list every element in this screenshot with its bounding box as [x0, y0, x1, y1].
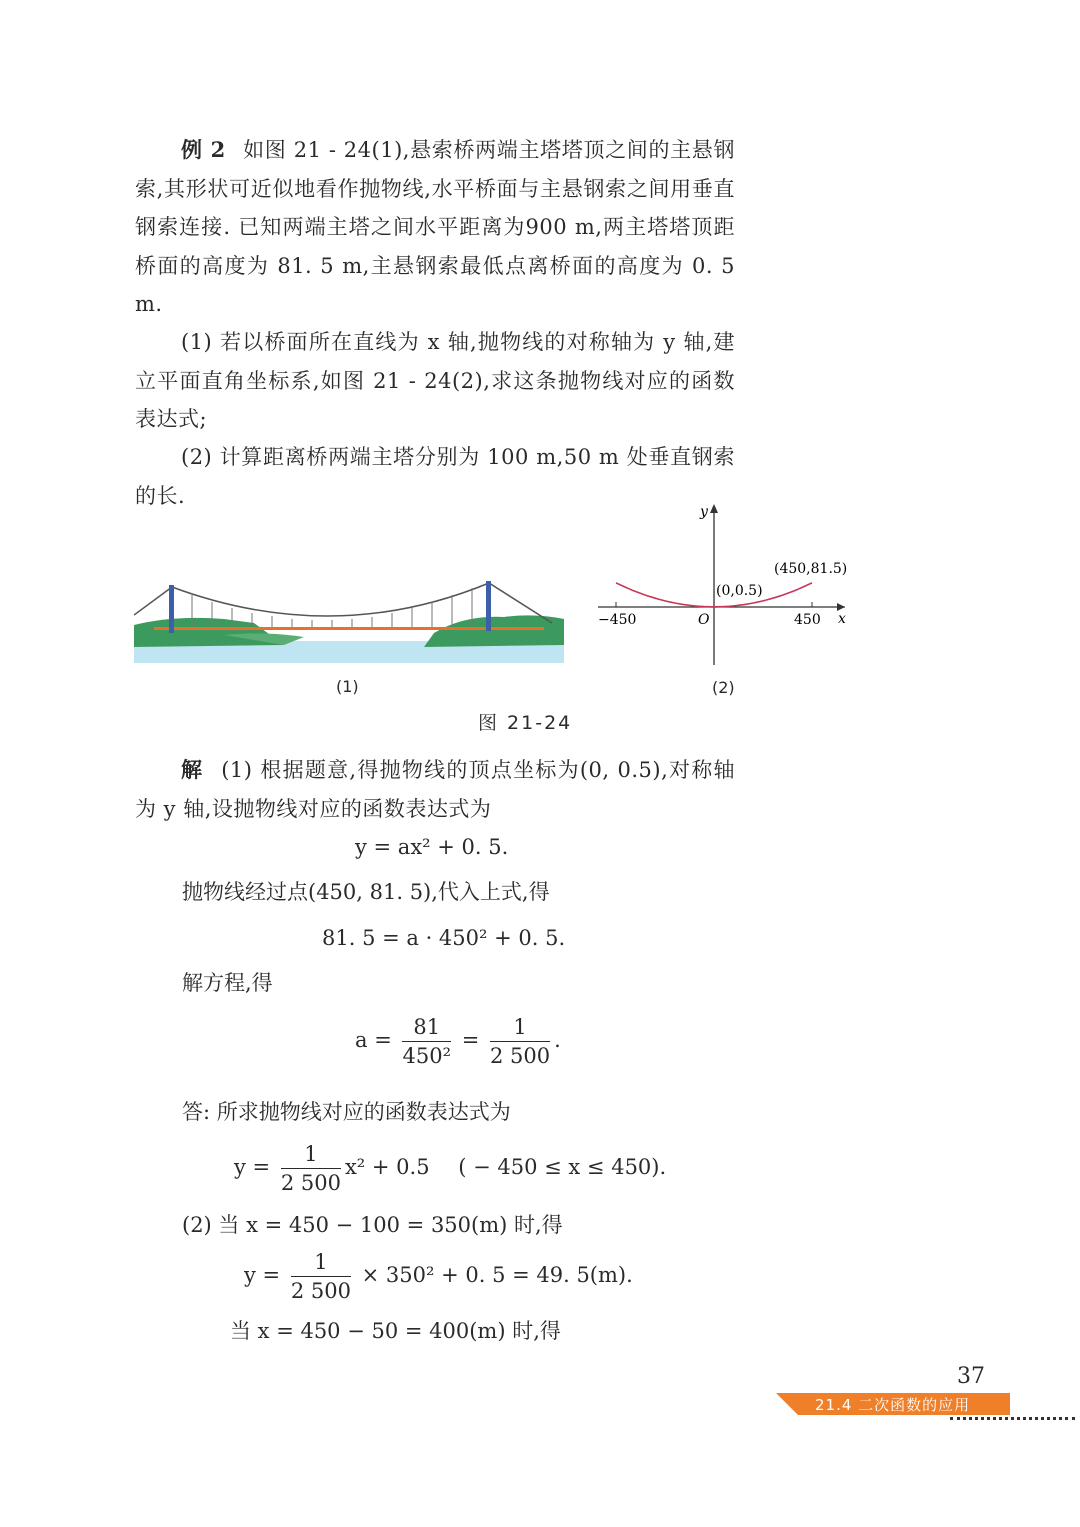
eq5-num: 1: [291, 1250, 351, 1277]
figure-caption-1: (1): [336, 677, 359, 696]
bridge-deck: [154, 627, 544, 630]
right-tower: [486, 581, 491, 631]
figure-title: 图 21-24: [478, 712, 573, 734]
example-text: 如图 21 - 24(1),悬索桥两端主塔塔顶之间的主悬钢索,其形状可近似地看作抛物线,水平桥面与主悬钢索之间用垂直钢索连接. 已知两端主塔之间水平距离为900 m,两主塔塔顶距桥面的高度为 81. 5 m,主悬钢索最低点离桥面的高度为 0. 5 m.: [135, 138, 735, 316]
eq5-rest: × 350² + 0. 5 = 49. 5(m).: [361, 1263, 633, 1287]
eq5-den: 2 500: [290, 1279, 351, 1303]
solution-step-6: 当 x = 450 − 50 = 400(m) 时,得: [230, 1319, 561, 1343]
section-title: 21.4 二次函数的应用: [815, 1396, 971, 1414]
question-1: (1) 若以桥面所在直线为 x 轴,抛物线的对称轴为 y 轴,建立平面直角坐标系,如图 21 - 24(2),求这条抛物线对应的函数表达式;: [135, 330, 735, 431]
right-shore: [424, 615, 564, 647]
y-axis-arrow: [710, 504, 718, 513]
y-axis-label: y: [700, 504, 708, 520]
eq3-fraction-1: [402, 1015, 451, 1068]
eq3-lhs: a =: [355, 1028, 392, 1052]
solution-step-5: (2) 当 x = 450 − 100 = 350(m) 时,得: [182, 1213, 563, 1237]
page-number: 37: [957, 1364, 985, 1389]
eq3-den-2: 2 500: [489, 1044, 551, 1068]
left-tower: [169, 585, 174, 633]
eq3-end: .: [554, 1028, 561, 1052]
eq4-rest: x² + 0.5: [344, 1155, 430, 1179]
eq4-lhs: y =: [234, 1155, 271, 1179]
solution-paragraph: [135, 751, 735, 828]
equation-1: y = ax² + 0. 5.: [355, 835, 509, 859]
eq4-range: ( − 450 ≤ x ≤ 450).: [458, 1155, 667, 1179]
example-paragraph: [135, 131, 735, 324]
eq3-den-1: 450²: [402, 1044, 451, 1068]
eq3-num-2: 1: [490, 1015, 550, 1042]
bridge-illustration: [134, 575, 564, 665]
equation-4: [234, 1142, 666, 1195]
eq3-fraction-2: [490, 1015, 550, 1068]
endpoint-label: (450,81.5): [774, 561, 848, 577]
solution-step-1: (1) 根据题意,得抛物线的顶点坐标为(0, 0.5),对称轴为 y 轴,设抛物线对应的函数表达式为: [135, 758, 736, 821]
right-tick-label: 450: [794, 612, 821, 628]
eq3-equals: =: [461, 1028, 480, 1052]
left-shore: [134, 618, 284, 647]
x-axis-label: x: [838, 611, 846, 627]
left-tick-label: −450: [598, 612, 637, 628]
dotted-rule: [950, 1417, 1075, 1424]
equation-2: 81. 5 = a · 450² + 0. 5.: [322, 926, 566, 950]
origin-label: O: [698, 612, 710, 628]
solution-step-3: 解方程,得: [182, 971, 273, 995]
answer-text: 答: 所求抛物线对应的函数表达式为: [182, 1100, 511, 1124]
figure-caption-2: (2): [712, 678, 735, 697]
equation-5: [244, 1250, 633, 1303]
eq5-lhs: y =: [244, 1263, 281, 1287]
example-label: 例 2: [181, 137, 226, 162]
parabola-graph: [590, 500, 870, 670]
equation-3: [355, 1015, 561, 1068]
eq4-fraction: [281, 1142, 341, 1195]
eq3-num-1: 81: [402, 1015, 451, 1042]
question-2: (2) 计算距离桥两端主塔分别为 100 m,50 m 处垂直钢索的长.: [135, 445, 735, 508]
x-axis-arrow: [837, 603, 845, 611]
solution-step-2: 抛物线经过点(450, 81. 5),代入上式,得: [182, 880, 550, 904]
eq5-fraction: [291, 1250, 351, 1303]
eq4-num: 1: [281, 1142, 341, 1169]
eq4-den: 2 500: [280, 1171, 341, 1195]
solution-label: 解: [181, 757, 204, 782]
vertex-label: (0,0.5): [716, 583, 763, 599]
